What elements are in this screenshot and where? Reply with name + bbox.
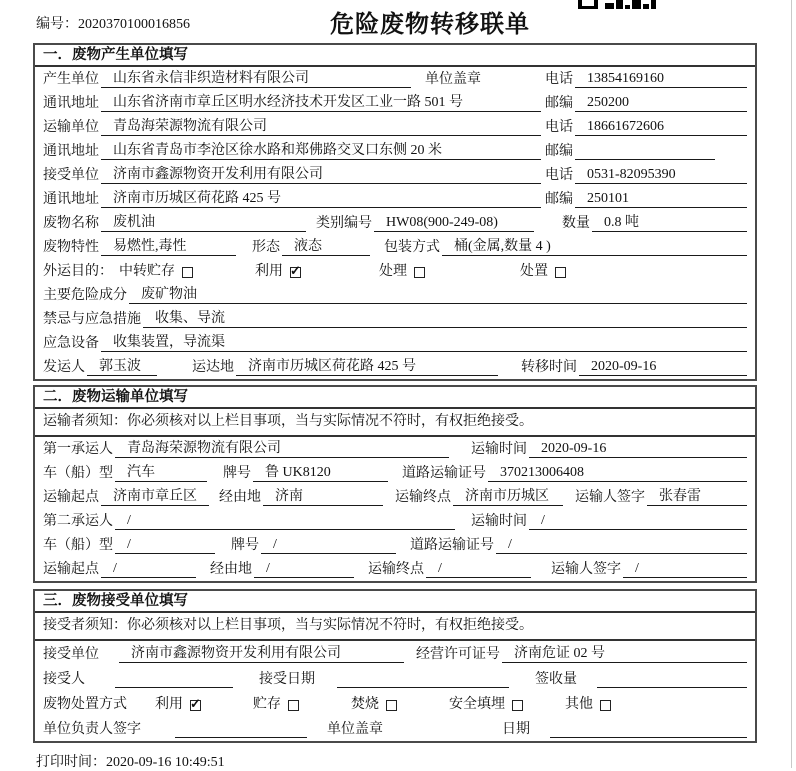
checkbox-disposal-other xyxy=(600,700,611,711)
via-value: 济南 xyxy=(263,485,383,506)
zip-label: 邮编 xyxy=(545,192,573,207)
hazard-label: 主要危险成分 xyxy=(43,288,127,303)
transporter-address-value: 山东省青岛市李沧区徐水路和郑佛路交叉口东侧 20 米 xyxy=(101,139,541,160)
recipient-label: 接受人 xyxy=(43,672,85,687)
carrier-sign-2-value: / xyxy=(623,561,747,578)
checkbox-disposal-incinerate xyxy=(386,700,397,711)
recipient-value xyxy=(115,671,233,688)
form-label: 形态 xyxy=(252,240,280,255)
disposal-option-utilize-label: 利用 xyxy=(155,697,183,712)
row-transporter xyxy=(35,115,755,139)
first-carrier-time-value: 2020-09-16 xyxy=(529,441,747,458)
row-hazard-components xyxy=(35,283,755,307)
origin-2-value: / xyxy=(101,561,196,578)
row-second-carrier xyxy=(35,509,755,533)
purpose-option-treat xyxy=(379,260,425,280)
producer-value: 山东省永信非织造材料有限公司 xyxy=(101,67,411,88)
row-route-1 xyxy=(35,485,755,509)
disposal-option-store xyxy=(253,693,299,713)
waste-character-label: 废物特性 xyxy=(43,240,99,255)
transporter-notice: 运输者须知：你必须核对以上栏目事项，当与实际情况不符时，有权拒绝接受。 xyxy=(35,409,755,437)
end-label: 运输终点 xyxy=(368,562,424,577)
checkbox-dispose xyxy=(555,267,566,278)
road-permit-label: 道路运输证号 xyxy=(410,538,494,553)
category-value: HW08(900-249-08) xyxy=(374,215,534,232)
receive-date-value xyxy=(337,671,509,688)
disposal-option-other xyxy=(565,693,611,713)
address-label: 通讯地址 xyxy=(43,96,99,111)
emergency-label: 禁忌与应急措施 xyxy=(43,312,141,327)
disposal-option-store-label: 贮存 xyxy=(253,697,281,712)
vehicle-type-2-value: / xyxy=(115,537,215,554)
signed-qty-label: 签收量 xyxy=(535,672,577,687)
purpose-option-dispose xyxy=(520,260,566,280)
license-label: 经营许可证号 xyxy=(416,647,500,662)
row-shipper xyxy=(35,355,755,379)
waste-character-value: 易燃性,毒性 xyxy=(101,235,236,256)
road-permit-2-value: / xyxy=(496,537,747,554)
first-carrier-label: 第一承运人 xyxy=(43,442,113,457)
row-receiving-unit xyxy=(35,641,755,666)
receiver-value: 济南市鑫源物资开发利用有限公司 xyxy=(101,163,541,184)
transfer-time-label: 转移时间 xyxy=(521,360,577,375)
row-disposal-method xyxy=(35,691,755,716)
vehicle-type-label: 车（船）型 xyxy=(43,466,113,481)
page-edge-divider xyxy=(791,0,792,768)
transporter-phone-value: 18661672606 xyxy=(575,119,747,136)
form-value: 液态 xyxy=(282,235,370,256)
row-waste-character xyxy=(35,235,755,259)
road-permit-value: 370213006408 xyxy=(488,465,747,482)
checkbox-treat xyxy=(414,267,425,278)
row-emergency-equipment xyxy=(35,331,755,355)
purpose-option-utilize-label: 利用 xyxy=(255,264,283,279)
disposal-label: 废物处置方式 xyxy=(43,697,127,712)
checkbox-disposal-landfill xyxy=(512,700,523,711)
phone-label: 电话 xyxy=(545,168,573,183)
doc-number-value: 2020370100016856 xyxy=(78,17,190,32)
via-label: 经由地 xyxy=(210,562,252,577)
section-producer-heading: 一．废物产生单位填写 xyxy=(35,45,755,67)
second-carrier-label: 第二承运人 xyxy=(43,514,113,529)
origin-label: 运输起点 xyxy=(43,562,99,577)
end-value: 济南市历城区 xyxy=(453,485,563,506)
transporter-label: 运输单位 xyxy=(43,120,99,135)
address-label: 通讯地址 xyxy=(43,144,99,159)
receiver-address-value: 济南市历城区荷花路 425 号 xyxy=(101,187,541,208)
qty-label: 数量 xyxy=(562,216,590,231)
unit-seal-label: 单位盖章 xyxy=(327,722,383,737)
phone-label: 电话 xyxy=(545,72,573,87)
waste-name-value: 废机油 xyxy=(101,211,306,232)
row-receiver-address xyxy=(35,187,755,211)
print-time-value: 2020-09-16 10:49:51 xyxy=(106,755,225,770)
equipment-label: 应急设备 xyxy=(43,336,99,351)
print-time-label: 打印时间： xyxy=(36,755,106,770)
carrier-sign-label: 运输人签字 xyxy=(575,490,645,505)
purpose-option-dispose-label: 处置 xyxy=(520,264,548,279)
plate-value: 鲁 UK8120 xyxy=(253,461,388,482)
row-emergency-measures xyxy=(35,307,755,331)
row-recipient xyxy=(35,666,755,691)
transfer-time-value: 2020-09-16 xyxy=(579,359,747,376)
section-producer xyxy=(33,43,757,381)
manifest-form xyxy=(33,43,757,743)
row-transfer-purpose xyxy=(35,259,755,283)
manager-sign-value xyxy=(175,721,307,738)
purpose-option-storage-label: 中转贮存 xyxy=(119,264,175,279)
purpose-option-utilize xyxy=(255,260,301,280)
destination-label: 运达地 xyxy=(192,360,234,375)
print-time xyxy=(36,751,225,771)
plate-label: 牌号 xyxy=(223,466,251,481)
receiver-label: 接受单位 xyxy=(43,168,99,183)
row-receiver xyxy=(35,163,755,187)
first-carrier-value: 青岛海荣源物流有限公司 xyxy=(115,437,449,458)
disposal-option-landfill xyxy=(449,693,523,713)
plate-label: 牌号 xyxy=(231,538,259,553)
purpose-option-storage xyxy=(119,260,193,280)
date-value xyxy=(550,721,747,738)
receiving-unit-label: 接受单位 xyxy=(43,647,99,662)
section-transporter xyxy=(33,385,757,583)
equipment-value: 收集装置，导流渠 xyxy=(101,331,747,352)
second-carrier-time-value: / xyxy=(529,513,747,530)
manager-sign-label: 单位负责人签字 xyxy=(43,722,141,737)
category-label: 类别编号 xyxy=(316,216,372,231)
receiver-notice: 接受者须知：你必须核对以上栏目事项，当与实际情况不符时，有权拒绝接受。 xyxy=(35,613,755,641)
plate-2-value: / xyxy=(261,537,396,554)
producer-zip-value: 250200 xyxy=(575,95,747,112)
row-producer-address xyxy=(35,91,755,115)
shipper-value: 郭玉波 xyxy=(87,355,157,376)
shipper-label: 发运人 xyxy=(43,360,85,375)
origin-label: 运输起点 xyxy=(43,490,99,505)
row-first-carrier xyxy=(35,437,755,461)
end-2-value: / xyxy=(426,561,531,578)
waste-name-label: 废物名称 xyxy=(43,216,99,231)
destination-value: 济南市历城区荷花路 425 号 xyxy=(236,355,498,376)
disposal-option-landfill-label: 安全填埋 xyxy=(449,697,505,712)
vehicle-type-value: 汽车 xyxy=(115,461,207,482)
doc-number xyxy=(36,13,190,33)
carrier-sign-label: 运输人签字 xyxy=(551,562,621,577)
end-label: 运输终点 xyxy=(395,490,451,505)
producer-phone-value: 13854169160 xyxy=(575,71,747,88)
producer-address-value: 山东省济南市章丘区明水经济技术开发区工业一路 501 号 xyxy=(101,91,541,112)
row-vehicle-2 xyxy=(35,533,755,557)
carrier-sign-value: 张春雷 xyxy=(647,485,747,506)
signed-qty-value xyxy=(597,671,747,688)
section-receiver-heading: 三．废物接受单位填写 xyxy=(35,591,755,613)
date-label: 日期 xyxy=(502,722,530,737)
transporter-zip-value xyxy=(575,143,715,160)
row-transporter-address xyxy=(35,139,755,163)
receive-date-label: 接受日期 xyxy=(259,672,315,687)
row-waste-name xyxy=(35,211,755,235)
seal-label: 单位盖章 xyxy=(425,72,481,87)
row-manager-signature xyxy=(35,716,755,741)
checkbox-disposal-utilize xyxy=(190,700,201,711)
row-route-2 xyxy=(35,557,755,581)
second-carrier-value: / xyxy=(115,513,455,530)
checkbox-disposal-store xyxy=(288,700,299,711)
page-title: 危险废物转移联单 xyxy=(330,12,530,38)
hazard-value: 废矿物油 xyxy=(129,283,747,304)
transport-time-label: 运输时间 xyxy=(471,442,527,457)
via-2-value: / xyxy=(254,561,354,578)
qty-value: 0.8 吨 xyxy=(592,211,747,232)
receiving-unit-value: 济南市鑫源物资开发利用有限公司 xyxy=(119,642,404,663)
packing-value: 桶(金属,数量 4 ) xyxy=(442,235,747,256)
transporter-value: 青岛海荣源物流有限公司 xyxy=(101,115,541,136)
license-value: 济南危证 02 号 xyxy=(502,642,747,663)
phone-label: 电话 xyxy=(545,120,573,135)
origin-value: 济南市章丘区 xyxy=(101,485,209,506)
section-transporter-heading: 二．废物运输单位填写 xyxy=(35,387,755,409)
doc-number-label: 编号： xyxy=(36,17,78,32)
vehicle-type-label: 车（船）型 xyxy=(43,538,113,553)
checkbox-storage xyxy=(182,267,193,278)
transport-time-label: 运输时间 xyxy=(471,514,527,529)
checkbox-utilize xyxy=(290,267,301,278)
qr-code-icon xyxy=(578,0,656,10)
row-vehicle-1 xyxy=(35,461,755,485)
road-permit-label: 道路运输证号 xyxy=(402,466,486,481)
producer-label: 产生单位 xyxy=(43,72,99,87)
emergency-value: 收集、导流 xyxy=(143,307,747,328)
receiver-zip-value: 250101 xyxy=(575,191,747,208)
purpose-option-treat-label: 处理 xyxy=(379,264,407,279)
zip-label: 邮编 xyxy=(545,96,573,111)
address-label: 通讯地址 xyxy=(43,192,99,207)
zip-label: 邮编 xyxy=(545,144,573,159)
disposal-option-other-label: 其他 xyxy=(565,697,593,712)
row-producer xyxy=(35,67,755,91)
purpose-label: 外运目的： xyxy=(43,264,113,279)
section-receiver xyxy=(33,589,757,743)
disposal-option-incinerate-label: 焚烧 xyxy=(351,697,379,712)
packing-label: 包装方式 xyxy=(384,240,440,255)
receiver-phone-value: 0531-82095390 xyxy=(575,167,747,184)
disposal-option-utilize xyxy=(155,693,201,713)
disposal-option-incinerate xyxy=(351,693,397,713)
via-label: 经由地 xyxy=(219,490,261,505)
